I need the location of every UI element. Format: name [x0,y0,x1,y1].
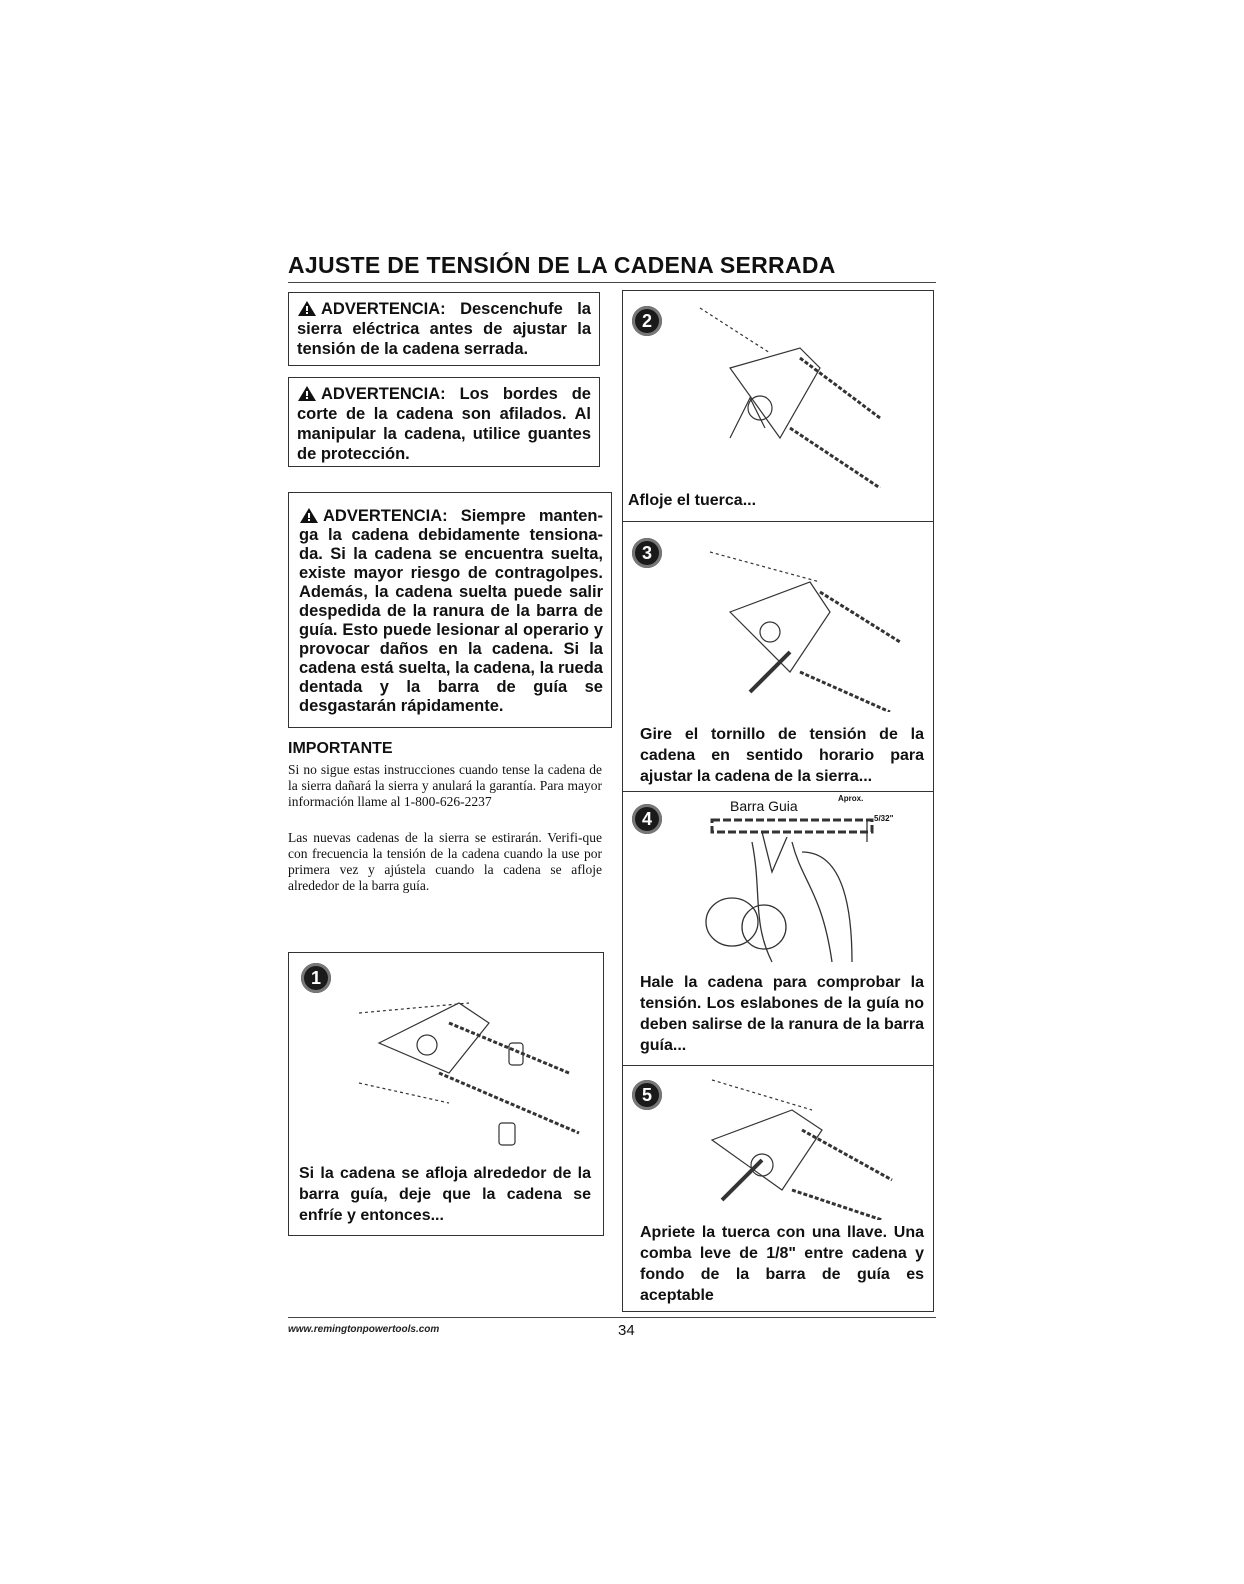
warning-box-2 [288,377,600,467]
warning-text-2 [297,384,591,464]
approx-label: Aprox. [838,794,864,803]
step-3-number-badge: 3 [632,538,662,568]
step-5-number-badge: 5 [632,1080,662,1110]
warning-triangle-icon [299,507,319,524]
step-1-box [288,952,604,1236]
warning-text-1 [297,299,591,359]
chainsaw-bar-illustration [339,963,599,1153]
step-1-number-badge: 1 [301,963,331,993]
step-4-number-badge: 4 [632,804,662,834]
step-2-number-badge: 2 [632,306,662,336]
warning-body-1: Descenchufe la sierra eléctrica antes de ajustar la tensión de la cadena serrada. [297,300,591,358]
footer-url: www.remingtonpowertools.com [288,1324,440,1335]
page-title: AJUSTE DE TENSIÓN DE LA CADENA SERRADA [288,252,836,278]
clearance-label: 5/32" [874,814,894,823]
warning-triangle-icon [297,300,317,317]
warning-label-2: ADVERTENCIA: [321,385,446,403]
warning-box-1 [288,292,600,366]
step-5-caption: Apriete la tuerca con una llave. Una comba leve de 1/8" entre cadena y fondo de la barra de guía es aceptable [640,1224,924,1304]
step-3-panel [622,522,934,792]
step-4-caption: Hale la cadena para comprobar la tensión. Los eslabones de la guía no deben salirse de la ranura de la barra guía... [640,974,924,1054]
important-heading: IMPORTANTE [288,740,393,757]
warning-body-3: Siempre manten-ga la cadena debidamente tensiona-da. Si la cadena se encuentra suelta, existe mayor riesgo de contragolpes. Además, la cadena suelta puede salir despedida de la ranura de la barra de guía. Esto puede lesionar al operario y provocar daños en la cadena. Si la cadena está suelta, la cadena, la rueda dentada y la barra de guía se desgastarán rápidamente. [299,507,603,715]
step-4-panel [622,792,934,1066]
warning-text-3 [299,507,603,716]
page-number: 34 [618,1322,635,1339]
warning-label-3: ADVERTENCIA: [323,507,448,525]
important-paragraph-2: Las nuevas cadenas de la sierra se estirarán. Verifi-que con frecuencia la tensión de la cadena cuando la use por primera vez y ajústela cuando la cadena se afloje alrededor de la barra guía. [288,830,602,893]
title-divider [288,282,936,283]
nut-illustration [670,298,920,488]
tighten-nut-illustration [672,1070,922,1220]
step-1-caption: Si la cadena se afloja alrededor de la barra guía, deje que la cadena se enfríe y entonces... [299,1165,591,1224]
hand-pulling-chain-illustration [692,812,892,972]
warning-box-3 [288,492,612,728]
tension-screw-illustration [670,532,920,712]
step-2-panel [622,290,934,522]
warning-body-2: Los bordes de corte de la cadena son afilados. Al manipular la cadena, utilice guantes de protección. [297,385,591,463]
step-5-panel [622,1066,934,1312]
step-2-caption: Afloje el tuerca... [628,492,757,509]
step-3-caption: Gire el tornillo de tensión de la cadena en sentido horario para ajustar la cadena de la sierra... [640,726,924,785]
guide-bar-label: Barra Guia [730,798,798,814]
footer-divider [288,1317,936,1318]
warning-triangle-icon [297,385,317,402]
important-paragraph-1: Si no sigue estas instrucciones cuando tense la cadena de la sierra dañará la sierra y anulará la garantía. Para mayor información llame al 1-800-626-2237 [288,762,602,809]
warning-label-1: ADVERTENCIA: [321,300,446,318]
